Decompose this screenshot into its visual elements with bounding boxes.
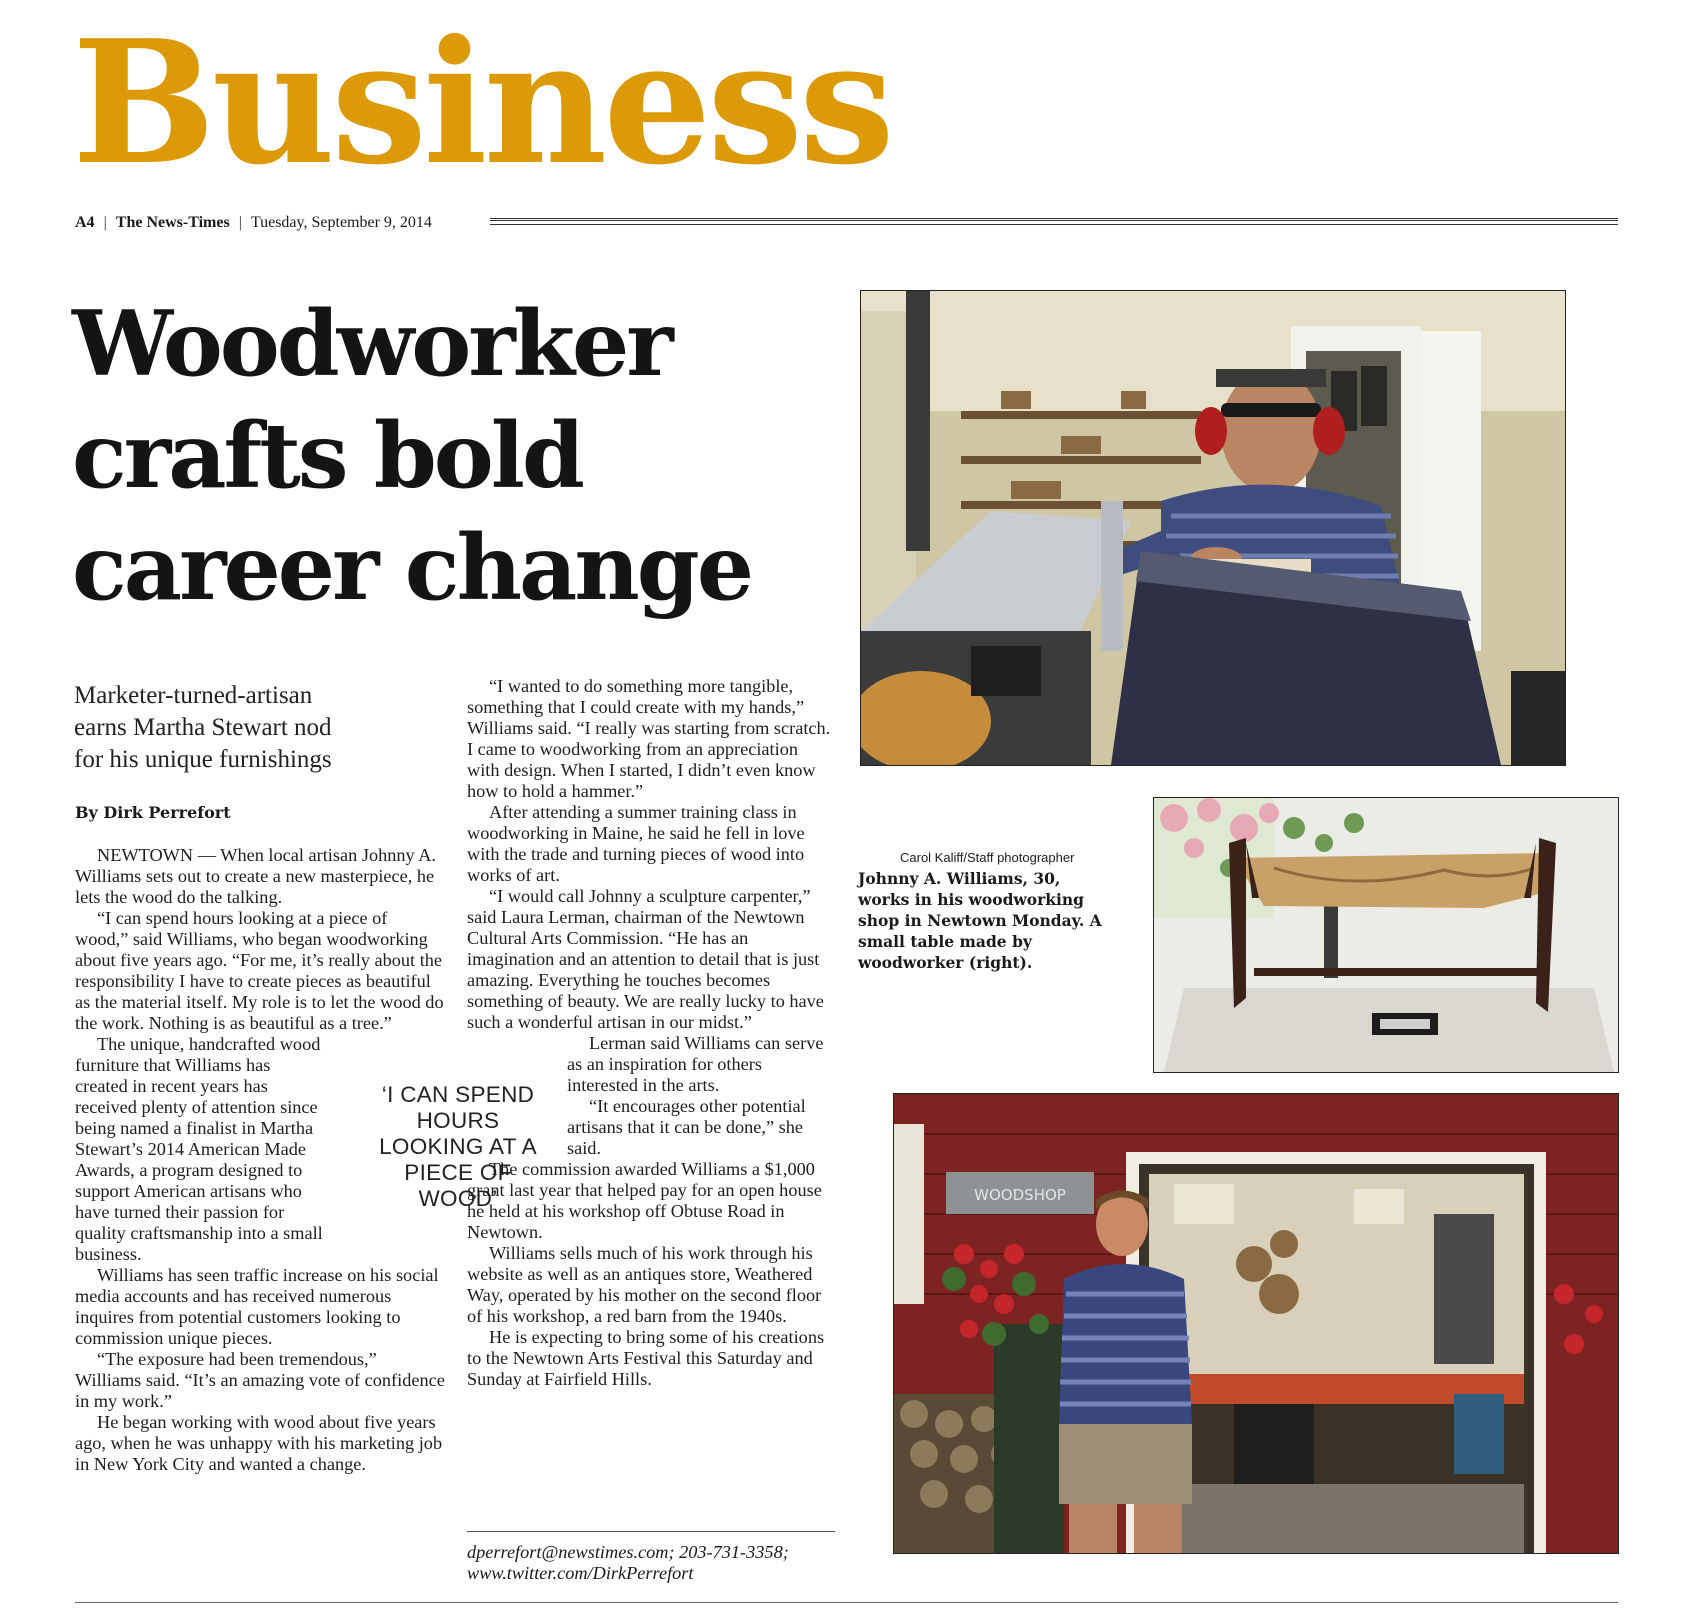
paragraph: Williams sells much of his work through his website as well as an antiques store, Weathered Way, operated by his mother on the second floor of his workshop, a red barn from the 1940s. <box>467 1243 822 1326</box>
publication-date: Tuesday, September 9, 2014 <box>250 214 432 231</box>
paragraph: He began working with wood about five years ago, when he was unhappy with his marketing job in New York City and wanted a change. <box>75 1412 443 1474</box>
folio-rule <box>490 218 1618 225</box>
author-email-phone: dperrefort@newstimes.com; 203-731-3358; <box>467 1542 789 1562</box>
deck-line: earns Martha Stewart nod <box>74 714 332 741</box>
deck-line: Marketer-turned-artisan <box>74 682 313 709</box>
paragraph: He is expecting to bring some of his creations to the Newtown Arts Festival this Saturday and Sunday at Fairfield Hills. <box>467 1327 825 1389</box>
byline: By Dirk Perrefort <box>75 803 231 822</box>
signature-rule <box>467 1531 835 1532</box>
paragraph: “I would call Johnny a sculpture carpenter,” said Laura Lerman, chairman of the Newtown Cultural Arts Commission. “He has an imagination and an attention to detail that is just amazing. Everything he touches becomes something of beauty. We are really lucky to have such a wonderful artisan in our midst.” <box>467 886 824 1032</box>
headline-line: Woodworker <box>72 291 671 397</box>
author-contact <box>467 1542 837 1584</box>
deck <box>74 680 434 776</box>
folio-separator: | <box>238 214 242 231</box>
photo-caption: Johnny A. Williams, 30, works in his woodworking shop in Newtown Monday. A small table made by woodworker (right). <box>858 869 1102 972</box>
author-twitter: www.twitter.com/DirkPerrefort <box>467 1563 694 1583</box>
paragraph: “I can spend hours looking at a piece of wood,” said Williams, who began woodworking about five years ago. “For me, it’s really about the responsibility I have to create pieces as beautiful as the material itself. My role is to let the wood do the work. Nothing is as beautiful as a tree.” <box>75 908 444 1033</box>
newspaper-name: The News-Times <box>115 214 230 231</box>
photo-woodworker-at-barn <box>893 1093 1619 1554</box>
page-number: A4 <box>75 214 95 231</box>
article-column-2 <box>467 676 835 1390</box>
headline-line: crafts bold <box>72 403 582 509</box>
paragraph: Lerman said Williams can serve as an inspiration for others interested in the arts. <box>567 1033 824 1095</box>
paragraph: “I wanted to do something more tangible, something that I could create with my hands,” Williams said. “I really was starting from scratch. I came to woodworking from an appreciation with design. When I started, I didn’t even know how to hold a hammer.” <box>467 676 831 801</box>
photo-small-table <box>1153 797 1619 1073</box>
paragraph: NEWTOWN — When local artisan Johnny A. Williams sets out to create a new masterpiece, he lets the wood do the talking. <box>75 845 436 907</box>
photo-credit: Carol Kaliff/Staff photographer <box>900 850 1075 865</box>
photo-woodworker-at-saw <box>860 290 1566 766</box>
paragraph: After attending a summer training class in woodworking in Maine, he said he fell in love with the trade and turning pieces of wood into works of art. <box>467 802 805 885</box>
headline-line: career change <box>72 515 751 621</box>
paragraph: Williams has seen traffic increase on his social media accounts and has received numerous inquires from potential customers looking to commission unique pieces. <box>75 1265 439 1348</box>
headline <box>72 288 832 624</box>
section-title: Business <box>72 3 891 203</box>
pull-quote: ‘I CAN SPEND HOURS LOOKING AT A PIECE OF WOOD’ <box>379 1082 537 1211</box>
deck-line: for his unique furnishings <box>74 746 332 773</box>
paragraph: The commission awarded Williams a $1,000 grant last year that helped pay for an open house he held at his workshop off Obtuse Road in Newtown. <box>467 1159 822 1242</box>
paragraph: “It encourages other potential artisans that it can be done,” she said. <box>567 1096 806 1158</box>
folio-line <box>75 212 432 234</box>
paragraph: “The exposure had been tremendous,” Williams said. “It’s an amazing vote of confidence in my work.” <box>75 1349 445 1411</box>
page-bottom-rule <box>75 1602 1618 1603</box>
paragraph: The unique, handcrafted wood furniture that Williams has created in recent years has received plenty of attention since being named a finalist in Martha Stewart’s 2014 American Made Awards, a program designed to support American artisans who have turned their passion for quality craftsmanship into a small business. <box>75 1034 323 1264</box>
woodshop-sign: WOODSHOP <box>974 1186 1066 1204</box>
folio-separator: | <box>103 214 107 231</box>
